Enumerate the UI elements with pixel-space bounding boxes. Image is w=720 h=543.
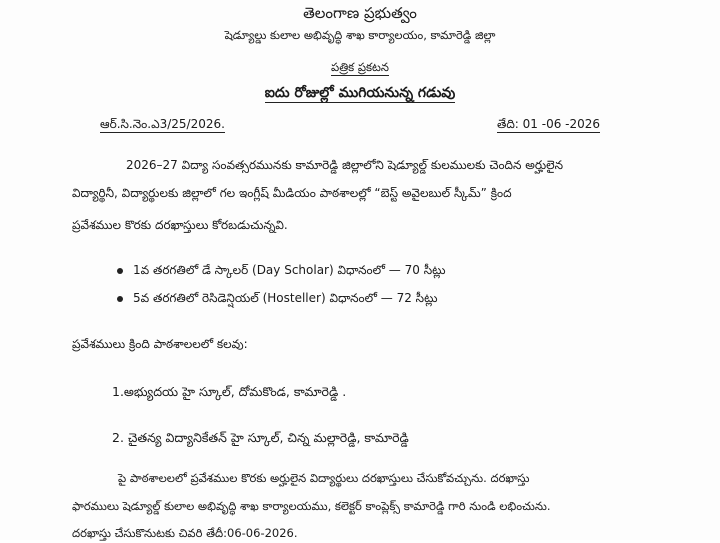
headline-text: ఐదు రోజుల్లో ముగియనున్న గడువు (264, 85, 456, 101)
bullet-dot-icon (117, 296, 123, 302)
reference-number (100, 117, 225, 134)
document-date-text: తేది: 01 -06 -2026 (497, 117, 601, 131)
document-date (497, 117, 600, 134)
paragraph-line-2: విద్యార్థినీ, విద్యార్థులకు జిల్లాలో గల ఇంగ్లీష్ మీడియం పాఠశాలల్లో “బెస్ట్ అవైలబుల్ స్కీమ్” క్రింద (72, 186, 512, 200)
bullet-item (117, 263, 446, 280)
headline (0, 85, 720, 104)
school-item: 1.అభ్యుదయ హై స్కూల్, దోమకొండ, కామారెడ్డి . (112, 384, 347, 399)
bullet-dot-icon (117, 268, 123, 274)
bullet-text: 1వ తరగతిలో డే స్కాలర్ (Day Scholar) విధానంలో — 70 సీట్లు (133, 263, 446, 277)
footer-line-1: పై పాఠశాలలలో ప్రవేశముల కొరకు అర్హులైన విద్యార్థులు దరఖాస్తులు చేసుకోవచ్చును. దరఖాస్తు (118, 471, 530, 485)
paragraph-line-3: ప్రవేశముల కొరకు దరఖాస్తులు కోరబడుచున్నవి. (72, 218, 288, 232)
footer-line-2: ఫారములు షెడ్యూల్డ్ కులాల అభివృద్ధి శాఖ కార్యాలయము, కలెక్టర్ కాంప్లెక్స్ కామారెడ్డి గారి నుండి లభించును. (72, 499, 551, 513)
bullet-text: 5వ తరగతిలో రెసిడెన్షియల్ (Hosteller) విధానంలో — 72 సీట్లు (133, 291, 438, 305)
paragraph-line-1: 2026–27 విద్యా సంవత్సరమునకు కామారెడ్డి జిల్లాలోని షెడ్యూల్డ్ కులములకు చెందిన అర్హులైన (126, 158, 564, 172)
government-title: తెలంగాణ ప్రభుత్వం (303, 4, 417, 22)
office-name: షెడ్యూల్డు కులాల అభివృద్ధి శాఖ కార్యాలయం, కామారెడ్డి జిల్లా (224, 28, 496, 42)
schools-intro: ప్రవేశములు క్రింది పాఠశాలలలో కలవు: (72, 337, 248, 351)
notice-type (0, 60, 720, 77)
notice-type-text: పత్రిక ప్రకటన (331, 60, 389, 74)
school-item: 2. చైతన్య విద్యానికేతన్ హై స్కూల్, చిన్న మల్లారెడ్డి, కామారెడ్డి (112, 430, 409, 445)
footer-line-3: దరఖాస్తు చేసుకొనుటకు చివరి తేదీ:06-06-2026. (72, 526, 298, 540)
reference-number-text: ఆర్.సి.నెం.ఎ3/25/2026. (100, 117, 225, 131)
bullet-item (117, 291, 438, 308)
